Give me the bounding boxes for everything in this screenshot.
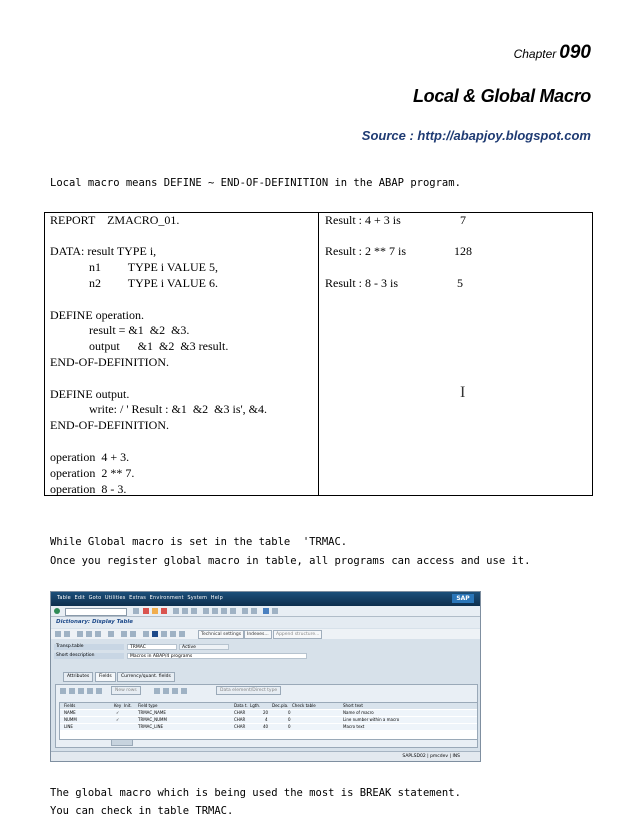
tab-fields[interactable]: Fields xyxy=(95,672,116,682)
next-page-icon[interactable] xyxy=(221,608,227,614)
code-line: REPORT ZMACRO_01. xyxy=(50,213,180,227)
copy-icon[interactable] xyxy=(69,688,75,694)
command-field[interactable] xyxy=(65,608,127,616)
field-type[interactable]: TRMAC_NAME xyxy=(138,710,166,715)
length: 20 xyxy=(263,710,269,715)
sap-logo: SAP xyxy=(452,594,474,603)
code-line: DATA: result TYPE i, xyxy=(50,244,157,258)
help-icon[interactable] xyxy=(263,608,269,614)
column-header: Fields xyxy=(64,703,76,708)
short-description-label: Short description xyxy=(54,653,124,659)
result-value: 7 xyxy=(460,213,466,227)
source-link[interactable]: Source : http://abapjoy.blogspot.com xyxy=(361,128,591,143)
column-header: Check table xyxy=(292,703,316,708)
status-field: Active xyxy=(179,644,229,650)
find-next-icon[interactable] xyxy=(191,608,197,614)
decimals: 0 xyxy=(288,724,291,729)
closing-text-line: The global macro which is being used the most is BREAK statement. xyxy=(50,787,461,799)
filter-icon[interactable] xyxy=(181,688,187,694)
data-type: CHAR xyxy=(234,717,246,722)
sap-status-bar xyxy=(51,751,480,761)
column-header: Data t. xyxy=(234,703,248,708)
utilities-icon[interactable] xyxy=(179,631,185,637)
sap-standard-toolbar xyxy=(51,606,480,617)
nav-forward-icon[interactable] xyxy=(64,631,70,637)
column-header: Dec.pla. xyxy=(272,703,289,708)
field-name[interactable]: NAME xyxy=(64,710,76,715)
column-header: Init. xyxy=(124,703,132,708)
text-cursor-icon: I xyxy=(460,384,466,401)
object-list-icon[interactable] xyxy=(130,631,136,637)
display-object-icon[interactable] xyxy=(143,631,149,637)
field-name[interactable]: LINE xyxy=(64,724,73,729)
system-info: SAPLSD02 | pmcdev | INS xyxy=(402,754,460,759)
code-line: write: / ' Result : &1 &2 &3 is', &4. xyxy=(50,402,267,416)
hierarchy-icon[interactable] xyxy=(121,631,127,637)
global-text-line: Once you register global macro in table, all programs can access and use it. xyxy=(50,555,531,567)
enter-icon[interactable] xyxy=(54,608,60,614)
code-line: DEFINE operation. xyxy=(50,308,144,322)
sap-title-bar xyxy=(51,617,480,628)
column-header: Key xyxy=(114,703,122,708)
display-change-icon[interactable] xyxy=(77,631,83,637)
table-row[interactable] xyxy=(60,717,477,723)
sap-screenshot xyxy=(50,591,481,762)
contents-icon[interactable] xyxy=(170,631,176,637)
key-checkbox[interactable]: ✓ xyxy=(116,717,120,722)
field-type[interactable]: TRMAC_LINE xyxy=(138,724,164,729)
short-text: Name of macro xyxy=(343,710,374,715)
activate-icon[interactable] xyxy=(95,631,101,637)
where-used-icon[interactable] xyxy=(108,631,114,637)
previous-page-icon[interactable] xyxy=(212,608,218,614)
column-header: Short text xyxy=(343,703,363,708)
decimals: 0 xyxy=(288,717,291,722)
sap-menubar xyxy=(51,592,480,606)
code-line: END-OF-DEFINITION. xyxy=(50,418,169,432)
decimals: 0 xyxy=(288,710,291,715)
page-title: Local & Global Macro xyxy=(412,86,591,106)
transp-table-label: Transp.table xyxy=(54,644,124,650)
search-help-icon[interactable] xyxy=(163,688,169,694)
intro-text: Local macro means DEFINE ~ END-OF-DEFINITION in the ABAP program. xyxy=(50,177,461,189)
technical-settings-button[interactable]: Technical settings xyxy=(198,630,244,639)
code-table xyxy=(44,212,593,496)
code-line: operation 8 - 3. xyxy=(50,482,127,496)
find-field-icon[interactable] xyxy=(154,688,160,694)
short-description-field[interactable]: Macros in ABAP/4 programs xyxy=(127,653,307,659)
sap-application-toolbar xyxy=(51,629,480,639)
result-label: Result : 4 + 3 is xyxy=(325,213,401,227)
chapter-label: Chapter xyxy=(513,47,557,61)
nav-back-icon[interactable] xyxy=(55,631,61,637)
data-element-button[interactable]: Data element/Direct type xyxy=(216,686,281,695)
fields-grid xyxy=(59,702,478,740)
last-page-icon[interactable] xyxy=(230,608,236,614)
code-column xyxy=(45,213,319,495)
field-name[interactable]: NUMM xyxy=(64,717,77,722)
tab-attributes[interactable]: Attributes xyxy=(63,672,93,682)
field-type[interactable]: TRMAC_NUMM xyxy=(138,717,167,722)
short-text: Line number within a macro xyxy=(343,717,400,722)
graphic-icon[interactable] xyxy=(161,631,167,637)
chapter-heading xyxy=(514,42,591,64)
result-label: Result : 8 - 3 is xyxy=(325,276,399,290)
short-text: Macro text xyxy=(343,724,365,729)
column-header: Field type xyxy=(138,703,158,708)
global-text-line: While Global macro is set in the table 'TRMAC. xyxy=(50,536,348,548)
check-icon[interactable] xyxy=(86,631,92,637)
paste-icon[interactable] xyxy=(78,688,84,694)
delete-row-icon[interactable] xyxy=(96,688,102,694)
first-page-icon[interactable] xyxy=(203,608,209,614)
table-row[interactable] xyxy=(60,724,477,730)
code-line: n2 TYPE i VALUE 6. xyxy=(50,276,219,290)
print-icon[interactable] xyxy=(173,608,179,614)
chapter-number: 090 xyxy=(559,42,591,63)
result-label: Result : 2 ** 7 is xyxy=(325,244,407,258)
find-icon[interactable] xyxy=(182,608,188,614)
shortcut-icon[interactable] xyxy=(251,608,257,614)
cut-icon[interactable] xyxy=(60,688,66,694)
length: 4 xyxy=(265,717,268,722)
key-checkbox[interactable]: ✓ xyxy=(116,710,120,715)
exit-icon[interactable] xyxy=(152,608,158,614)
result-value: 128 xyxy=(454,244,472,258)
data-type: CHAR xyxy=(234,724,246,729)
cancel-icon[interactable] xyxy=(161,608,167,614)
sort-icon[interactable] xyxy=(172,688,178,694)
back-icon[interactable] xyxy=(143,608,149,614)
code-line: n1 TYPE i VALUE 5, xyxy=(50,260,219,274)
code-line: END-OF-DEFINITION. xyxy=(50,355,169,369)
sap-menu-items[interactable]: Table Edit Goto Utilities Extras Environment System Help xyxy=(57,595,224,601)
layout-icon[interactable] xyxy=(272,608,278,614)
screen-title: Dictionary: Display Table xyxy=(56,619,133,625)
code-line: operation 4 + 3. xyxy=(50,450,130,464)
indexes-button[interactable]: Indexes... xyxy=(244,630,272,639)
code-line: operation 2 ** 7. xyxy=(50,466,135,480)
closing-text-line: You can check in table TRMAC. xyxy=(50,805,234,817)
code-line: result = &1 &2 &3. xyxy=(50,323,190,337)
append-structure-button[interactable]: Append structure... xyxy=(273,630,322,639)
save-icon[interactable] xyxy=(133,608,139,614)
new-session-icon[interactable] xyxy=(242,608,248,614)
info-icon[interactable] xyxy=(152,631,158,637)
horizontal-scrollbar[interactable] xyxy=(111,739,133,746)
column-header: Lgth. xyxy=(250,703,261,708)
tab-currency-quant-fields[interactable]: Currency/quant. fields xyxy=(117,672,175,682)
transp-table-field[interactable]: TRMAC xyxy=(127,644,177,650)
grid-header xyxy=(60,703,477,709)
result-value: 5 xyxy=(457,276,463,290)
data-type: CHAR xyxy=(234,710,246,715)
length: 40 xyxy=(263,724,269,729)
code-line: DEFINE output. xyxy=(50,387,130,401)
new-rows-button[interactable]: New rows xyxy=(111,686,141,695)
table-row[interactable] xyxy=(60,710,477,716)
insert-row-icon[interactable] xyxy=(87,688,93,694)
code-line: output &1 &2 &3 result. xyxy=(50,339,229,353)
